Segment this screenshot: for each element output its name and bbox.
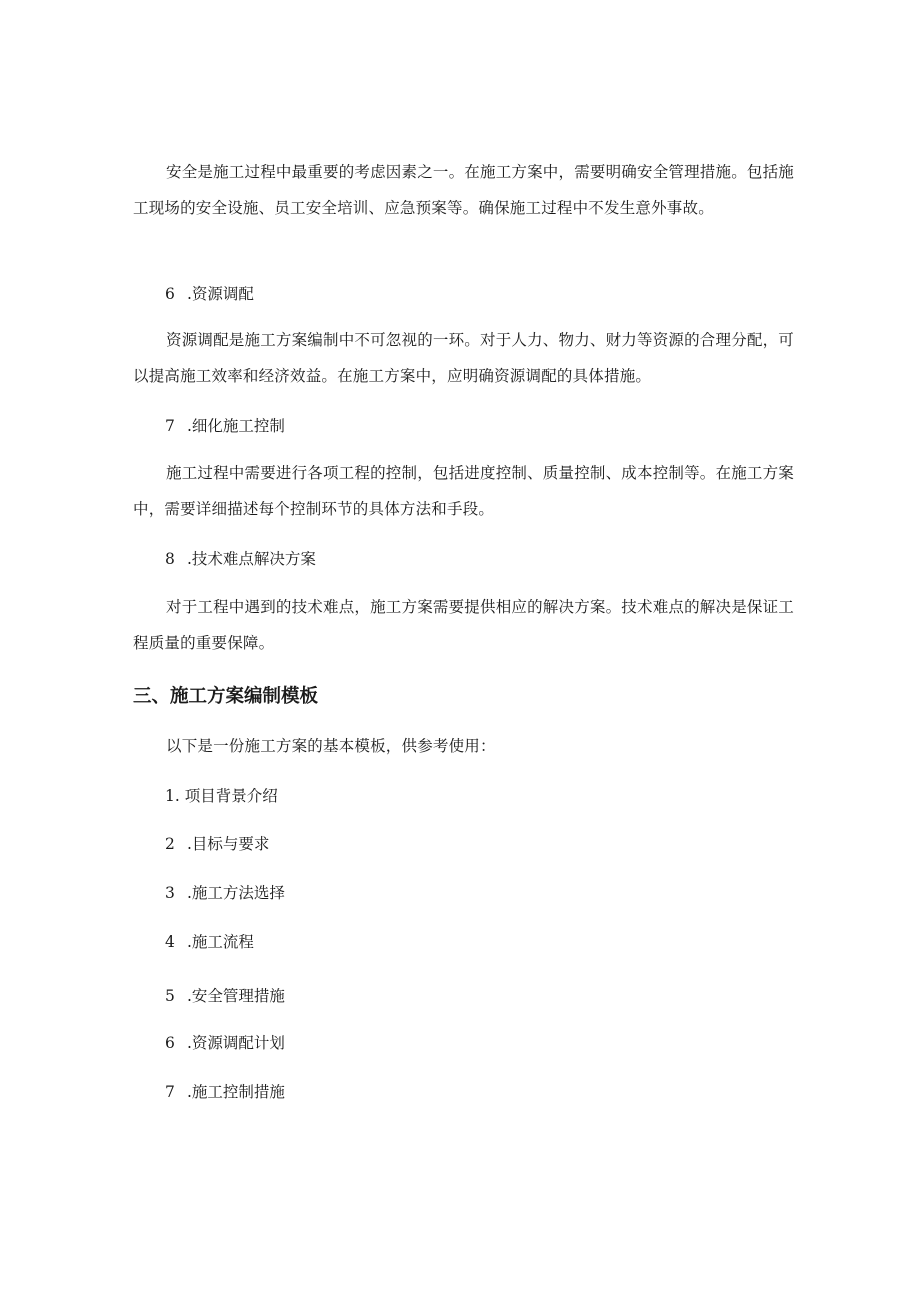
template-item-label: .施工控制措施 [187, 1083, 285, 1101]
section-title: .技术难点解决方案 [187, 550, 316, 568]
template-item-7 [165, 1080, 285, 1104]
template-item-number: 2 [165, 835, 175, 853]
template-item-2 [165, 832, 269, 856]
template-item-6 [165, 1031, 285, 1055]
chapter-heading: 三、施工方案编制模板 [133, 686, 319, 707]
section-title: .资源调配 [187, 285, 254, 303]
template-item-number: 5 [165, 987, 175, 1005]
section-heading-6 [165, 282, 254, 306]
template-item-label: .资源调配计划 [187, 1034, 285, 1052]
construction-control-paragraph: 施工过程中需要进行各项工程的控制，包括进度控制、质量控制、成本控制等。在施工方案中，需要详细描述每个控制环节的具体方法和手段。 [133, 464, 795, 518]
template-item-1 [165, 784, 278, 808]
template-item-label: .施工方法选择 [187, 884, 285, 902]
safety-paragraph: 安全是施工过程中最重要的考虑因素之一。在施工方案中，需要明确安全管理措施。包括施工现场的安全设施、员工安全培训、应急预案等。确保施工过程中不发生意外事故。 [133, 163, 795, 217]
section-heading-8 [165, 547, 316, 571]
section-number: 7 [165, 417, 175, 435]
technical-difficulty-paragraph: 对于工程中遇到的技术难点，施工方案需要提供相应的解决方案。技术难点的解决是保证工程质量的重要保障。 [133, 598, 795, 652]
section-number: 8 [165, 550, 175, 568]
template-item-label: .安全管理措施 [187, 987, 285, 1005]
template-item-4 [165, 930, 254, 954]
template-item-number: 7 [165, 1083, 175, 1101]
template-item-number: 4 [165, 933, 175, 951]
section-number: 6 [165, 285, 175, 303]
template-intro-paragraph: 以下是一份施工方案的基本模板，供参考使用： [166, 737, 496, 755]
section-title: .细化施工控制 [187, 417, 285, 435]
section-heading-7 [165, 414, 285, 438]
resource-allocation-paragraph: 资源调配是施工方案编制中不可忽视的一环。对于人力、物力、财力等资源的合理分配，可以提高施工效率和经济效益。在施工方案中，应明确资源调配的具体措施。 [133, 331, 795, 385]
template-item-label: .施工流程 [187, 933, 254, 951]
template-item-number: 3 [165, 884, 175, 902]
template-item-3 [165, 881, 285, 905]
template-item-number: 6 [165, 1034, 175, 1052]
template-item-label: 1. 项目背景介绍 [165, 787, 278, 805]
template-item-5 [165, 984, 285, 1008]
template-item-label: .目标与要求 [187, 835, 270, 853]
